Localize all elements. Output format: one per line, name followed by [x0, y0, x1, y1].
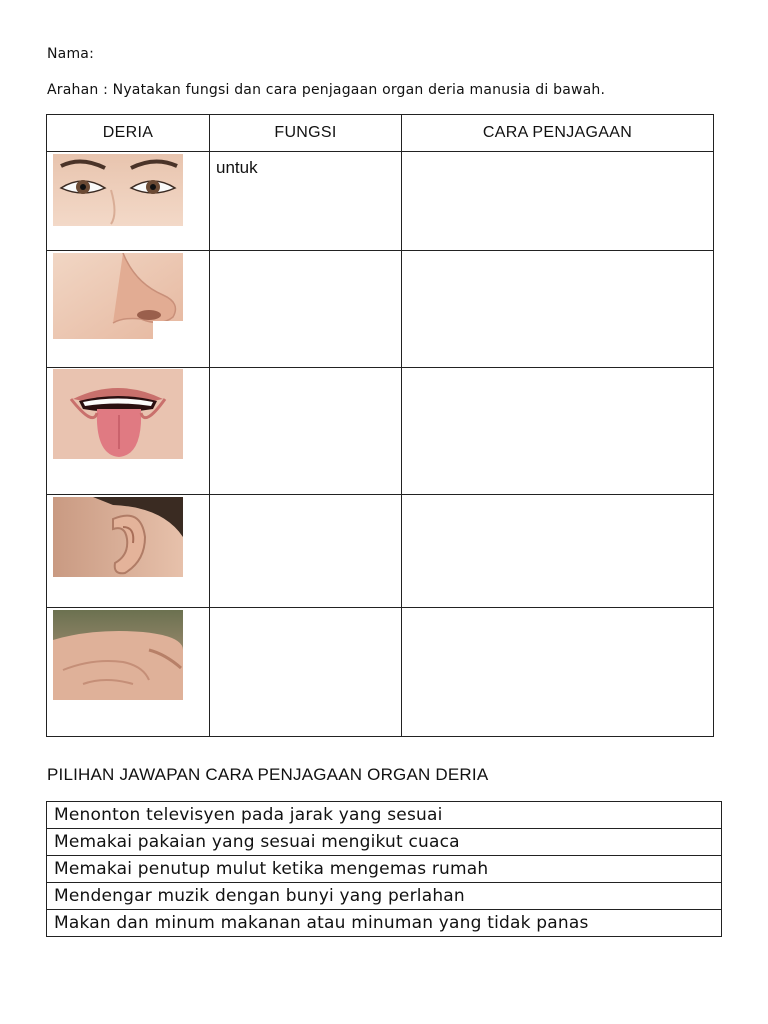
deria-cell	[47, 495, 210, 608]
cara-cell[interactable]	[402, 152, 714, 251]
deria-cell	[47, 251, 210, 368]
header-cara-penjagaan: CARA PENJAGAAN	[402, 115, 714, 152]
cara-cell[interactable]	[402, 251, 714, 368]
header-deria: DERIA	[47, 115, 210, 152]
eyes-image	[53, 154, 183, 226]
fungsi-cell[interactable]	[210, 608, 402, 737]
choice-row	[47, 910, 722, 937]
fungsi-cell[interactable]	[210, 251, 402, 368]
table-row	[47, 251, 714, 368]
fungsi-text	[210, 251, 401, 263]
instruction-text: Arahan : Nyatakan fungsi dan cara penjagaan organ deria manusia di bawah.	[47, 82, 606, 98]
fungsi-text: untuk	[216, 158, 258, 177]
fungsi-cell[interactable]	[210, 495, 402, 608]
cara-text	[402, 368, 713, 380]
deria-cell	[47, 368, 210, 495]
choice-row	[47, 856, 722, 883]
nose-image	[53, 253, 183, 339]
table-row	[47, 368, 714, 495]
nama-label: Nama:	[47, 46, 94, 62]
choice-item: Memakai penutup mulut ketika mengemas rumah	[47, 856, 722, 883]
ear-image	[53, 497, 183, 577]
fungsi-cell[interactable]	[210, 152, 402, 251]
choice-row	[47, 883, 722, 910]
fungsi-cell[interactable]	[210, 368, 402, 495]
tongue-image	[53, 369, 183, 459]
answer-choices-table	[46, 801, 722, 937]
table-row	[47, 608, 714, 737]
deria-cell	[47, 152, 210, 251]
cara-cell[interactable]	[402, 368, 714, 495]
table-row	[47, 152, 714, 251]
cara-text	[402, 495, 713, 507]
table-header-row	[47, 115, 714, 152]
fungsi-text	[210, 495, 401, 507]
cara-text	[402, 152, 713, 164]
choice-item: Mendengar muzik dengan bunyi yang perlahan	[47, 883, 722, 910]
choices-title: PILIHAN JAWAPAN CARA PENJAGAAN ORGAN DERIA	[47, 765, 489, 784]
table-row	[47, 495, 714, 608]
cara-text	[402, 608, 713, 620]
choice-item: Menonton televisyen pada jarak yang sesuai	[47, 802, 722, 829]
cara-cell[interactable]	[402, 495, 714, 608]
skin-hand-image	[53, 610, 183, 700]
cara-text	[402, 251, 713, 263]
choice-item: Makan dan minum makanan atau minuman yang tidak panas	[47, 910, 722, 937]
choice-row	[47, 802, 722, 829]
cara-cell[interactable]	[402, 608, 714, 737]
fungsi-text	[210, 608, 401, 620]
deria-cell	[47, 608, 210, 737]
fungsi-text	[210, 368, 401, 380]
choice-item: Memakai pakaian yang sesuai mengikut cuaca	[47, 829, 722, 856]
sense-organ-table	[46, 114, 714, 737]
header-fungsi: FUNGSI	[210, 115, 402, 152]
choice-row	[47, 829, 722, 856]
